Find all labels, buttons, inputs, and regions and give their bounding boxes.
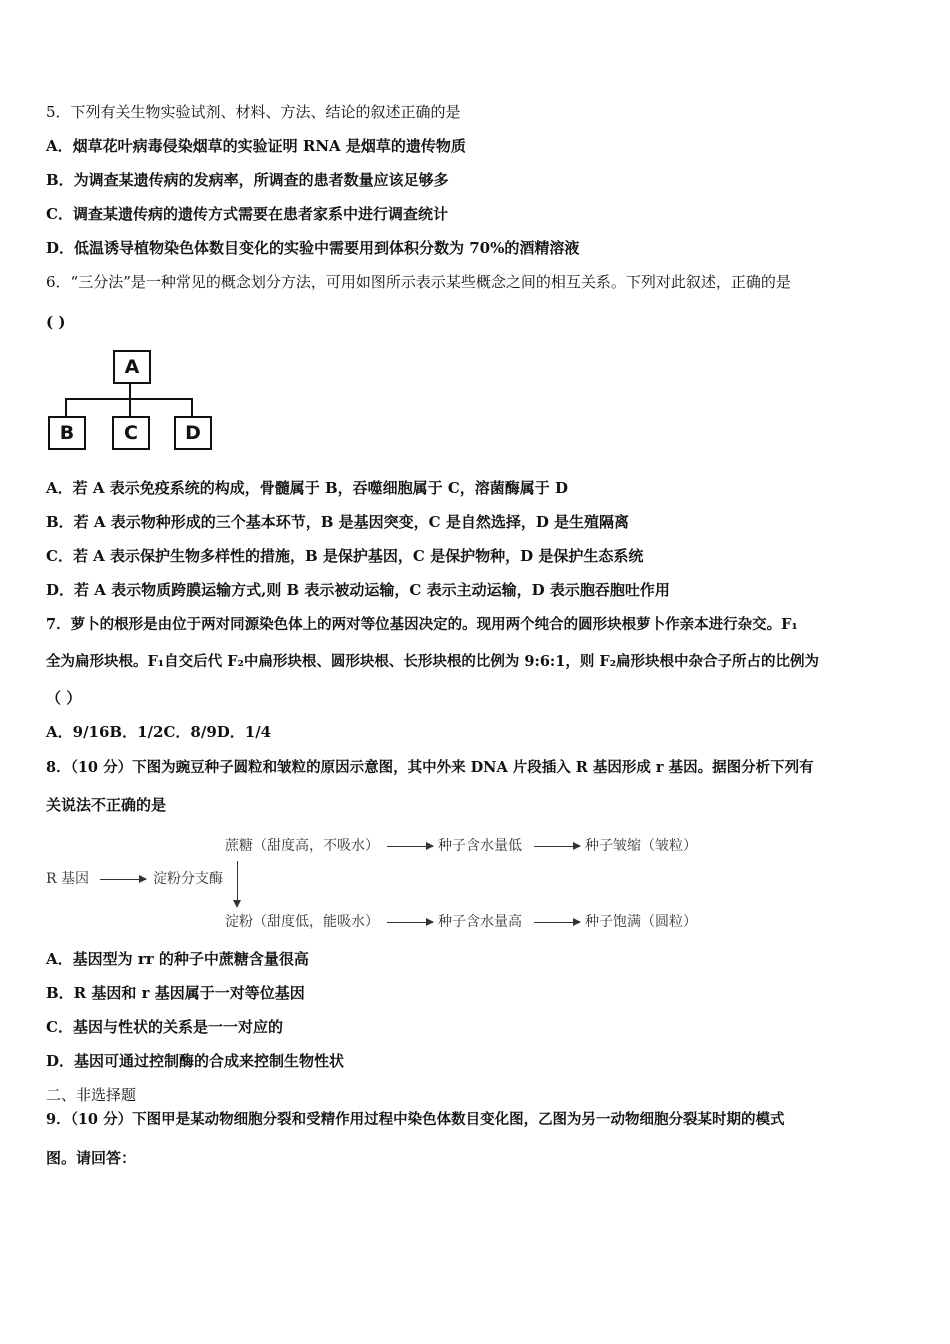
diagram-node-b: B	[48, 416, 86, 450]
q9-line-2: 图。请回答：	[46, 1149, 137, 1167]
flow-low-water: 种子含水量低	[438, 838, 522, 854]
diagram-node-c: C	[112, 416, 150, 450]
q8-option-c: C．基因与性状的关系是一一对应的	[46, 1018, 283, 1036]
flow-wrinkled: 种子皱缩（皱粒）	[585, 838, 697, 854]
q8-option-d: D．基因可通过控制酶的合成来控制生物性状	[46, 1052, 345, 1070]
diagram-connector	[191, 398, 193, 416]
section-heading: 二、非选择题	[46, 1086, 137, 1104]
flow-arrow-icon	[534, 922, 580, 923]
diagram-node-d: D	[174, 416, 212, 450]
diagram-connector	[129, 384, 131, 399]
q5-stem: 5．下列有关生物实验试剂、材料、方法、结论的叙述正确的是	[46, 103, 461, 121]
q7-line-3: （ ）	[46, 689, 82, 707]
q6-paren: ( )	[46, 313, 66, 331]
flow-r-gene: R 基因	[46, 871, 89, 887]
flow-arrow-icon	[534, 846, 580, 847]
q6-option-a: A．若 A 表示免疫系统的构成，骨髓属于 B，吞噬细胞属于 C，溶菌酶属于 D	[46, 479, 569, 497]
q7-options: A．9/16B．1/2C．8/9D．1/4	[46, 723, 272, 741]
q6-option-d: D．若 A 表示物质跨膜运输方式,则 B 表示被动运输，C 表示主动运输，D 表示胞吞胞吐作用	[46, 581, 670, 599]
q6-option-c: C．若 A 表示保护生物多样性的措施，B 是保护基因，C 是保护物种，D 是保护生态系统	[46, 547, 644, 565]
flow-arrow-icon	[387, 846, 433, 847]
flow-arrowhead-icon	[233, 900, 241, 908]
q8-option-b: B．R 基因和 r 基因属于一对等位基因	[46, 984, 305, 1002]
q7-line-1: 7．萝卜的根形是由位于两对同源染色体上的两对等位基因决定的。现用两个纯合的圆形块根萝卜作亲本进行杂交。F₁	[46, 616, 798, 633]
flow-starch: 淀粉（甜度低，能吸水）	[225, 914, 379, 930]
flow-round: 种子饱满（圆粒）	[585, 914, 697, 930]
q5-option-a: A．烟草花叶病毒侵染烟草的实验证明 RNA 是烟草的遗传物质	[46, 137, 466, 155]
diagram-connector	[65, 398, 67, 416]
flow-high-water: 种子含水量高	[438, 914, 522, 930]
q5-option-b: B．为调查某遗传病的发病率，所调查的患者数量应该足够多	[46, 171, 449, 189]
q9-line-1: 9．（10 分）下图甲是某动物细胞分裂和受精作用过程中染色体数目变化图，乙图为另一动物细胞分裂某时期的模式	[46, 1111, 785, 1128]
q6-stem: 6．“三分法”是一种常见的概念划分方法，可用如图所示表示某些概念之间的相互关系。下列对此叙述，正确的是	[46, 273, 791, 291]
flow-arrow-icon	[100, 879, 146, 880]
q8-line-2: 关说法不正确的是	[46, 796, 167, 814]
diagram-connector	[129, 398, 131, 416]
flow-arrow-down-icon	[237, 861, 238, 901]
q7-line-2: 全为扁形块根。F₁自交后代 F₂中扁形块根、圆形块根、长形块根的比例为 9:6:1，则 F₂扁形块根中杂合子所占的比例为	[46, 653, 820, 670]
q5-option-c: C．调查某遗传病的遗传方式需要在患者家系中进行调查统计	[46, 205, 448, 223]
flow-branching-enzyme: 淀粉分支酶	[153, 871, 223, 887]
flow-sucrose: 蔗糖（甜度高，不吸水）	[225, 838, 379, 854]
q8-line-1: 8．（10 分）下图为豌豆种子圆粒和皱粒的原因示意图，其中外来 DNA 片段插入 R 基因形成 r 基因。据图分析下列有	[46, 759, 814, 776]
flow-arrow-icon	[387, 922, 433, 923]
q8-option-a: A．基因型为 rr 的种子中蔗糖含量很高	[46, 950, 309, 968]
diagram-node-a: A	[113, 350, 151, 384]
q5-option-d: D．低温诱导植物染色体数目变化的实验中需要用到体积分数为 70%的酒精溶液	[46, 239, 580, 257]
q6-option-b: B．若 A 表示物种形成的三个基本环节，B 是基因突变，C 是自然选择，D 是生殖隔离	[46, 513, 630, 531]
